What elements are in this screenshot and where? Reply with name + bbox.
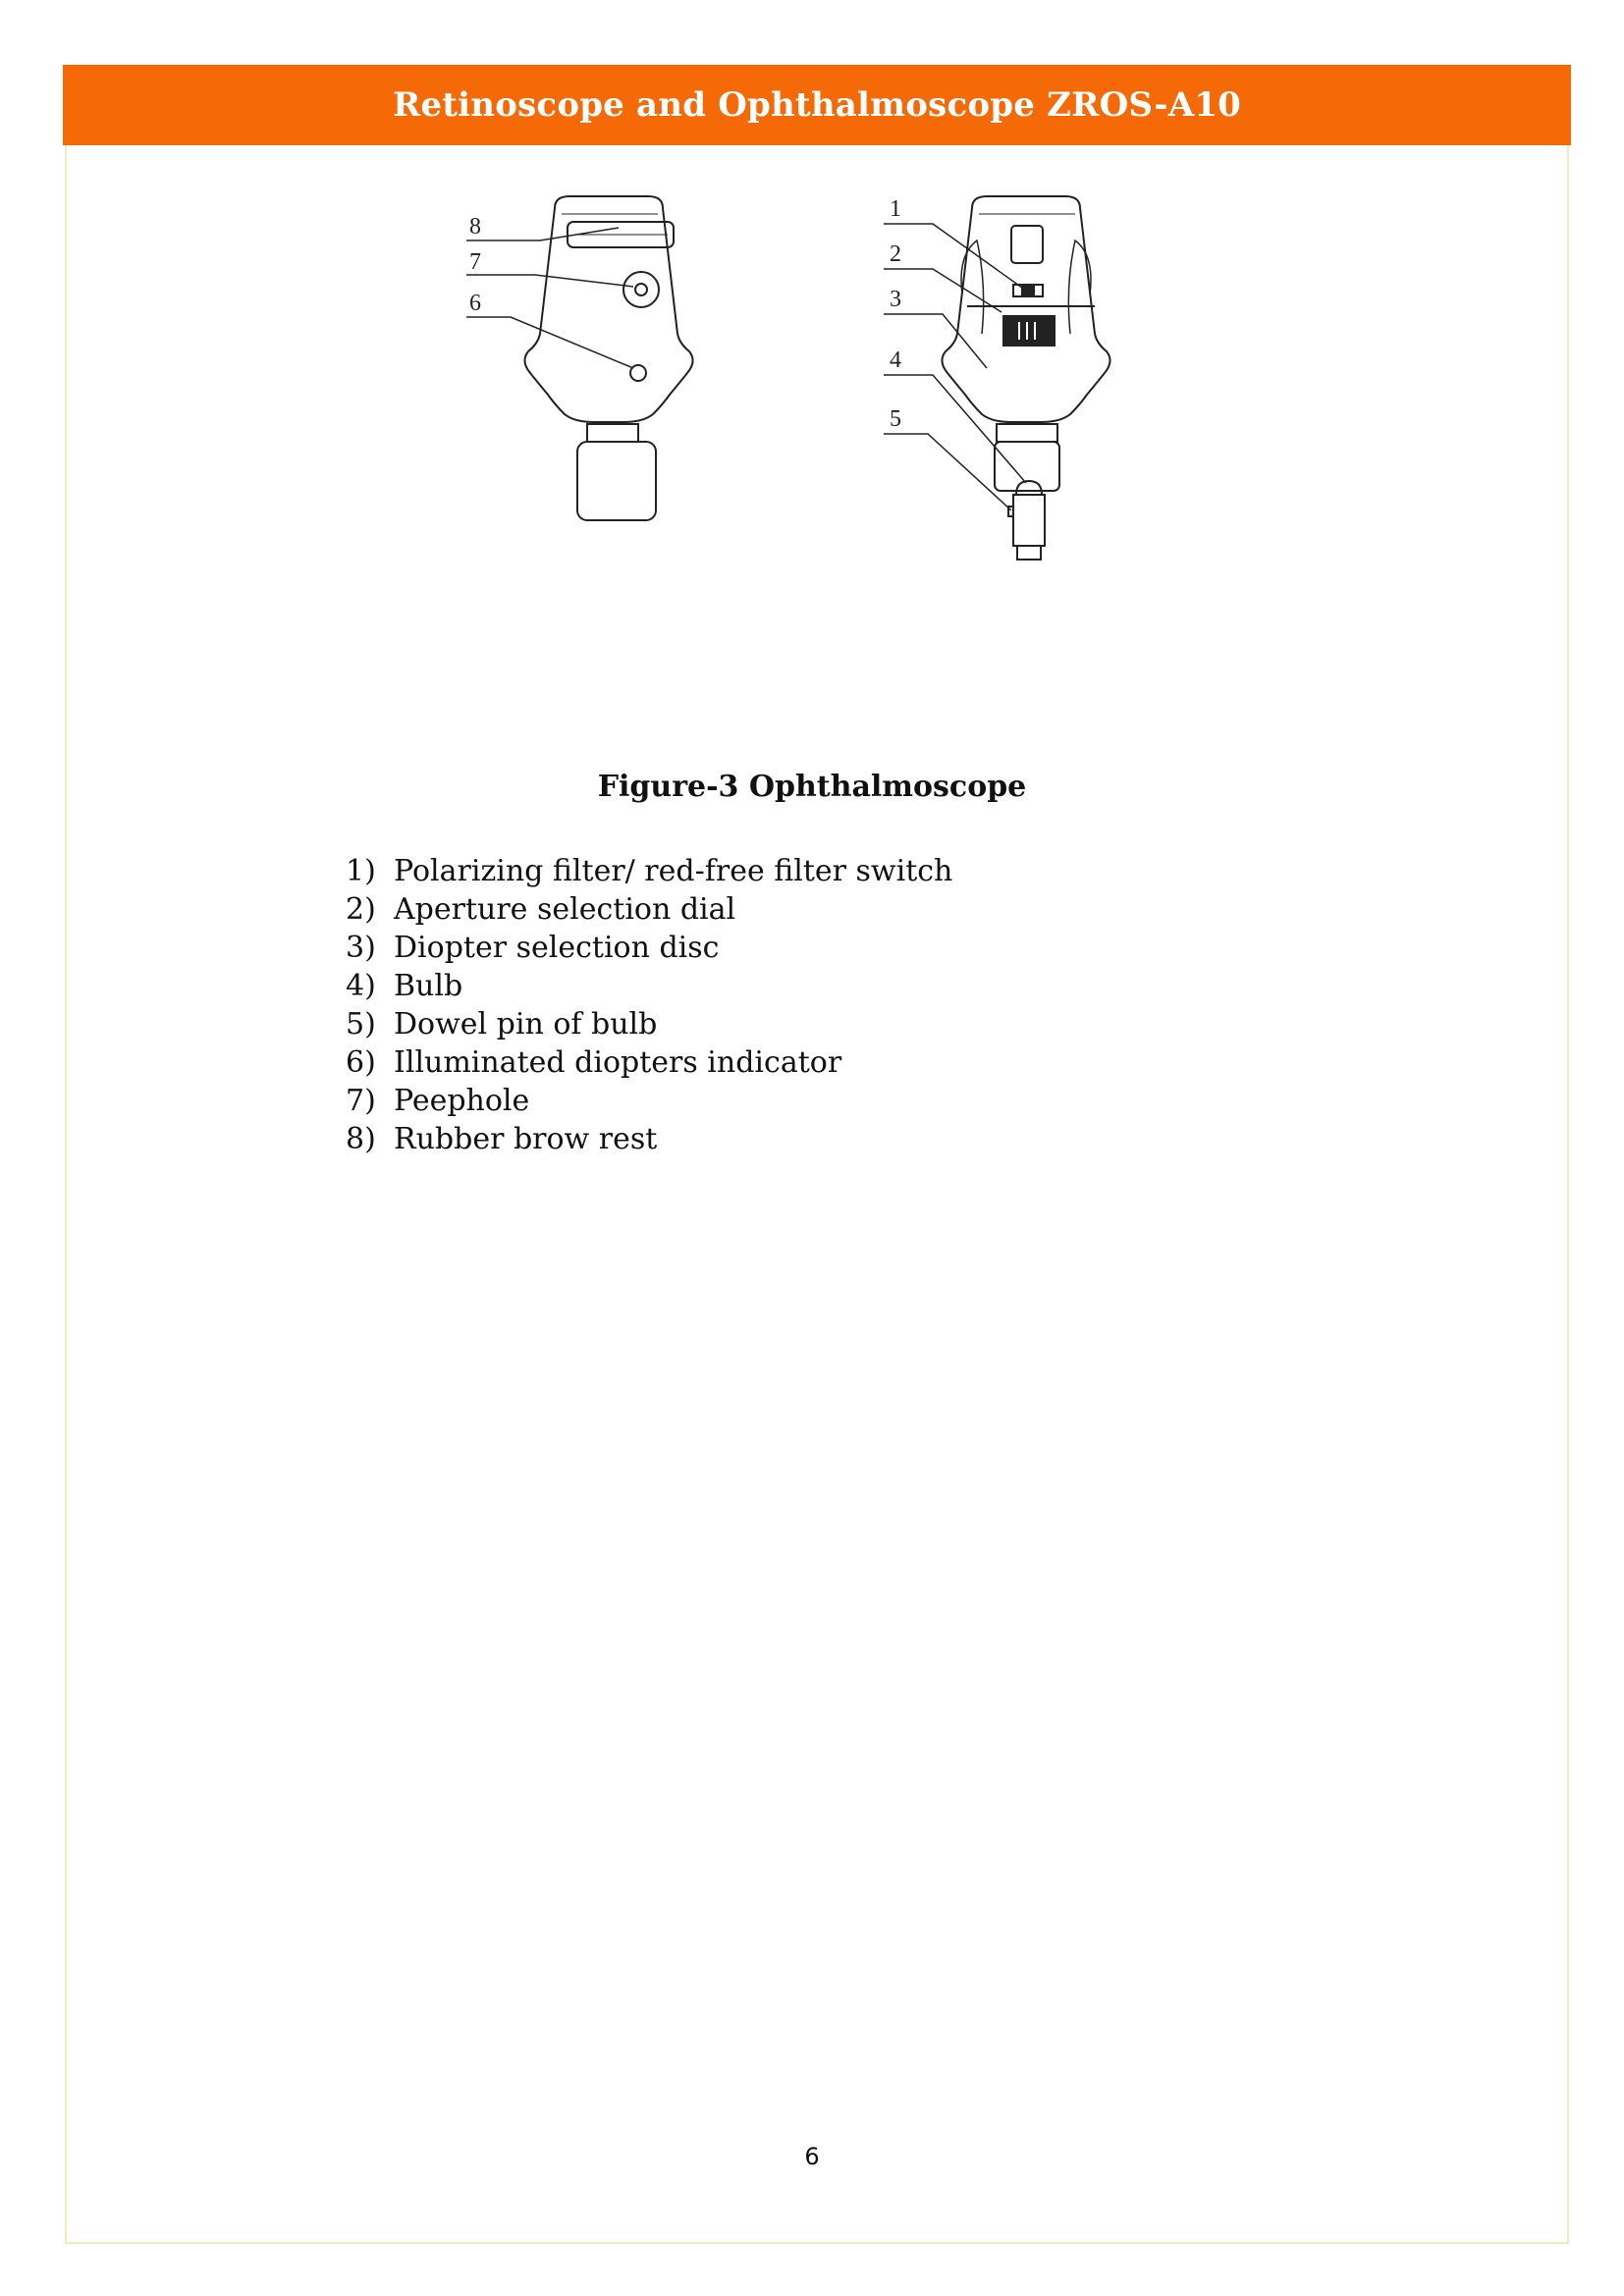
leader-7 <box>466 275 633 287</box>
leader-1 <box>884 224 1026 291</box>
list-item: 5) Dowel pin of bulb <box>346 1007 658 1041</box>
list-item: 6) Illuminated diopters indicator <box>346 1045 842 1080</box>
callout-2: 2 <box>890 241 901 267</box>
diopter-disc <box>1003 316 1055 346</box>
callout-3: 3 <box>890 287 901 312</box>
left-head-outline <box>524 196 692 422</box>
list-item: 8) Rubber brow rest <box>346 1122 658 1156</box>
bulb-holder <box>1013 495 1045 546</box>
bulb <box>1016 481 1042 495</box>
callout-7: 7 <box>469 249 481 275</box>
right-base <box>995 442 1059 491</box>
list-item: 3) Diopter selection disc <box>346 931 720 965</box>
document-title: Retinoscope and Ophthalmoscope ZROS-A10 <box>392 85 1242 125</box>
left-base <box>577 442 656 520</box>
right-head-outline <box>942 196 1110 422</box>
page-number: 6 <box>804 2143 820 2170</box>
left-neck <box>587 424 638 442</box>
list-item: 1) Polarizing filter/ red-free filter switch <box>346 854 953 888</box>
leader-4 <box>884 375 1026 483</box>
leader-5 <box>884 434 1011 510</box>
list-item: 2) Aperture selection dial <box>346 892 736 927</box>
list-item: 4) Bulb <box>346 969 463 1003</box>
list-item: 7) Peephole <box>346 1084 530 1118</box>
right-neck <box>997 424 1057 442</box>
peephole-ring <box>623 272 659 307</box>
leader-6 <box>466 317 633 368</box>
ophthalmoscope-drawing <box>452 187 1178 736</box>
figure-caption: Figure-3 Ophthalmoscope <box>597 770 1027 804</box>
callout-8: 8 <box>469 214 481 240</box>
front-window <box>1011 226 1043 263</box>
callout-5: 5 <box>890 406 901 432</box>
ophthalmoscope-figure <box>452 187 1178 736</box>
parts-list <box>346 852 952 1158</box>
callout-1: 1 <box>890 196 901 222</box>
peephole <box>635 284 647 295</box>
callout-6: 6 <box>469 291 481 316</box>
callout-4: 4 <box>890 347 901 373</box>
header-bar <box>63 65 1571 145</box>
